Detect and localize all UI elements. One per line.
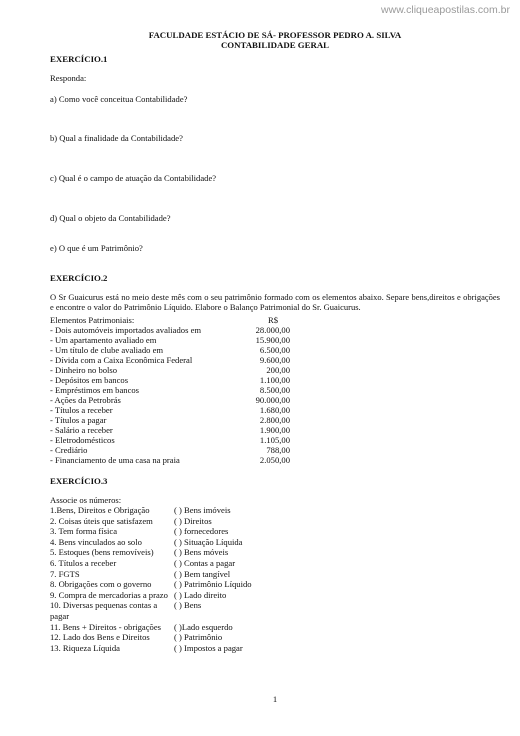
concept-text: 1.Bens, Direitos e Obrigação	[50, 505, 150, 515]
item-value: 1.105,00	[259, 435, 290, 445]
ex3-intro: Associe os números:	[50, 495, 122, 505]
list-item	[50, 558, 310, 569]
table-row	[50, 385, 290, 395]
item-label: - Financiamento de uma casa na praia	[50, 455, 180, 465]
concept-text: 13. Riqueza Líquida	[50, 642, 120, 653]
ex1-question-b: b) Qual a finalidade da Contabilidade?	[50, 133, 183, 143]
concept-text: 12. Lado dos Bens e Direitos	[50, 632, 150, 643]
item-value: 9.600,00	[259, 355, 290, 365]
table-row	[50, 455, 290, 465]
item-label: - Empréstimos em bancos	[50, 385, 140, 395]
ex3-title: EXERCÍCIO.3	[50, 476, 108, 486]
association-list	[50, 505, 310, 653]
table-row	[50, 435, 290, 445]
concept-text: 11. Bens + Direitos - obrigações	[50, 621, 161, 632]
item-label: - Dois automóveis importados avaliados em	[50, 325, 202, 335]
item-value: 6.500,00	[259, 345, 290, 355]
list-item	[50, 526, 310, 537]
list-item	[50, 590, 310, 601]
list-item	[50, 643, 310, 654]
match-option: ( ) Bens móveis	[174, 547, 229, 558]
currency-label: R$	[268, 315, 279, 325]
ex1-question-a: a) Como você conceitua Contabilidade?	[50, 94, 188, 104]
ex1-question-d: d) Qual o objeto da Contabilidade?	[50, 213, 171, 223]
table-row	[50, 395, 290, 405]
match-option: ( ) Bens	[174, 600, 202, 611]
match-option: ( ) Patrimônio Líquido	[174, 579, 252, 590]
table-header-row	[50, 315, 290, 325]
header-line-2: CONTABILIDADE GERAL	[220, 40, 330, 50]
match-option: ( ) Bens imóveis	[174, 505, 231, 515]
match-option: ( ) Lado direito	[174, 589, 227, 600]
ex1-intro: Responda:	[50, 73, 87, 83]
item-value: 200,00	[266, 365, 290, 375]
concept-text: 4. Bens vinculados ao solo	[50, 536, 142, 547]
item-label: - Um título de clube avaliado em	[50, 345, 164, 355]
item-label: - Depósitos em bancos	[50, 375, 129, 385]
concept-text: 7. FGTS	[50, 568, 80, 579]
table-row	[50, 335, 290, 345]
table-row	[50, 345, 290, 355]
ex2-paragraph: O Sr Guaicurus está no meio deste mês com o seu patrimônio formado com os elementos abaixo. Separe bens,direitos e obrigações e encontre o valor do Patrimônio Líquido. Elabore o Balanço Patrimonial do Sr. Guaicurus.	[50, 292, 500, 312]
match-option: ( ) Situação Líquida	[174, 536, 243, 547]
list-item	[50, 632, 310, 643]
concept-text: 10. Diversas pequenas contas a pagar	[50, 600, 158, 621]
match-option: ( )Lado esquerdo	[174, 621, 233, 632]
item-value: 28.000,00	[255, 325, 290, 335]
document-page	[50, 30, 500, 704]
match-option: ( ) fornecedores	[174, 526, 229, 537]
item-label: - Um apartamento avaliado em	[50, 335, 157, 345]
list-item	[50, 516, 310, 527]
table-row	[50, 365, 290, 375]
table-row	[50, 405, 290, 415]
page-number: 1	[272, 694, 278, 704]
item-label: - Ações da Petrobrás	[50, 395, 121, 405]
ex1-title: EXERCÍCIO.1	[50, 54, 108, 64]
item-value: 15.900,00	[255, 335, 290, 345]
item-value: 1.900,00	[259, 425, 290, 435]
list-item	[50, 505, 310, 516]
match-option: ( ) Impostos a pagar	[174, 642, 243, 653]
patrimony-table	[50, 315, 290, 465]
item-value: 1.680,00	[259, 405, 290, 415]
item-value: 2.800,00	[259, 415, 290, 425]
item-label: - Crediário	[50, 445, 88, 455]
item-label: - Dívida com a Caixa Econômica Federal	[50, 355, 193, 365]
table-header-label: Elementos Patrimoniais:	[50, 315, 135, 325]
match-option: ( ) Direitos	[174, 515, 212, 526]
item-value: 8.500,00	[259, 385, 290, 395]
concept-text: 6. Títulos a receber	[50, 557, 117, 568]
concept-text: 3. Tem forma física	[50, 526, 118, 537]
list-item	[50, 579, 310, 590]
ex2-title: EXERCÍCIO.2	[50, 273, 108, 283]
match-option: ( ) Bem tangível	[174, 568, 231, 579]
item-value: 90.000,00	[255, 395, 290, 405]
list-item	[50, 600, 310, 621]
item-value: 2.050,00	[259, 455, 290, 465]
concept-text: 9. Compra de mercadorias a prazo	[50, 589, 168, 600]
item-value: 1.100,00	[259, 375, 290, 385]
match-option: ( ) Contas a pagar	[174, 557, 236, 568]
table-row	[50, 375, 290, 385]
list-item	[50, 547, 310, 558]
item-label: - Títulos a pagar	[50, 415, 107, 425]
item-label: - Títulos a receber	[50, 405, 113, 415]
list-item	[50, 569, 310, 580]
list-item	[50, 622, 310, 633]
item-label: - Salário a receber	[50, 425, 113, 435]
ex1-question-c: c) Qual é o campo de atuação da Contabilidade?	[50, 173, 217, 183]
concept-text: 2. Coisas úteis que satisfazem	[50, 515, 153, 526]
concept-text: 8. Obrigações com o governo	[50, 579, 152, 590]
table-row	[50, 355, 290, 365]
table-row	[50, 325, 290, 335]
document-header	[50, 30, 500, 50]
item-label: - Dinheiro no bolso	[50, 365, 118, 375]
match-option: ( ) Patrimônio	[174, 632, 223, 643]
item-value: 788,00	[266, 445, 290, 455]
concept-text: 5. Estoques (bens removíveis)	[50, 547, 154, 558]
table-row	[50, 445, 290, 455]
watermark: www.cliqueapostilas.com.br	[381, 4, 510, 16]
ex1-question-e: e) O que é um Patrimônio?	[50, 243, 143, 253]
table-row	[50, 415, 290, 425]
header-line-1: FACULDADE ESTÁCIO DE SÁ- PROFESSOR PEDRO A. SILVA	[148, 30, 402, 40]
table-row	[50, 425, 290, 435]
item-label: - Eletrodomésticos	[50, 435, 115, 445]
list-item	[50, 537, 310, 548]
